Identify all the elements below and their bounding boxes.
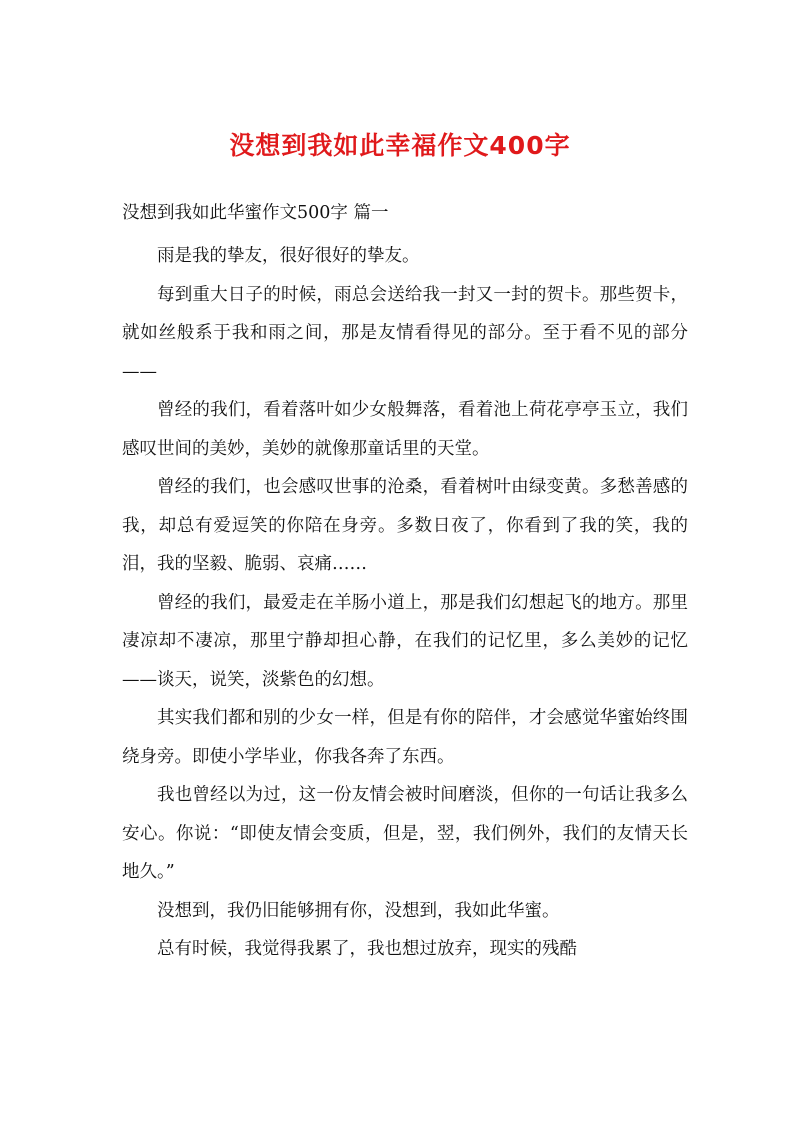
paragraph: 雨是我的挚友，很好很好的挚友。 — [157, 246, 420, 266]
document-title: 没想到我如此幸福作文400字 — [229, 131, 571, 160]
paragraph: 其实我们都和别的少女一样，但是有你的陪伴，才会感觉华蜜始终围绕身旁。即使小学毕业，你我各奔了东西。 — [122, 708, 688, 767]
paragraph: 曾经的我们，最爱走在羊肠小道上，那是我们幻想起飞的地方。那里凄凉却不凄凉，那里宁静却担心静，在我们的记忆里，多么美妙的记忆——谈天，说笑，淡紫色的幻想。 — [122, 592, 688, 690]
document-body — [122, 237, 688, 969]
paragraph: 没想到，我仍旧能够拥有你，没想到，我如此华蜜。 — [157, 900, 560, 921]
paragraph: 我也曾经以为过，这一份友情会被时间磨淡，但你的一句话让我多么安心。你说：“即使友情会变质，但是，翌，我们例外，我们的友情天长地久。” — [122, 785, 688, 882]
paragraph: 曾经的我们，看着落叶如少女般舞落，看着池上荷花亭亭玉立，我们感叹世间的美妙，美妙的就像那童话里的天堂。 — [122, 400, 688, 459]
paragraph: 总有时候，我觉得我累了，我也想过放弃，现实的残酷 — [157, 939, 577, 959]
paragraph: 曾经的我们，也会感叹世事的沧桑，看着树叶由绿变黄。多愁善感的我，却总有爱逗笑的你陪在身旁。多数日夜了，你看到了我的笑，我的泪，我的坚毅、脆弱、哀痛…… — [122, 477, 688, 574]
paragraph: 每到重大日子的时候，雨总会送给我一封又一封的贺卡。那些贺卡，就如丝般系于我和雨之间，那是友情看得见的部分。至于看不见的部分—— — [122, 284, 688, 382]
document-subtitle: 没想到我如此华蜜作文500字 篇一 — [122, 203, 389, 223]
